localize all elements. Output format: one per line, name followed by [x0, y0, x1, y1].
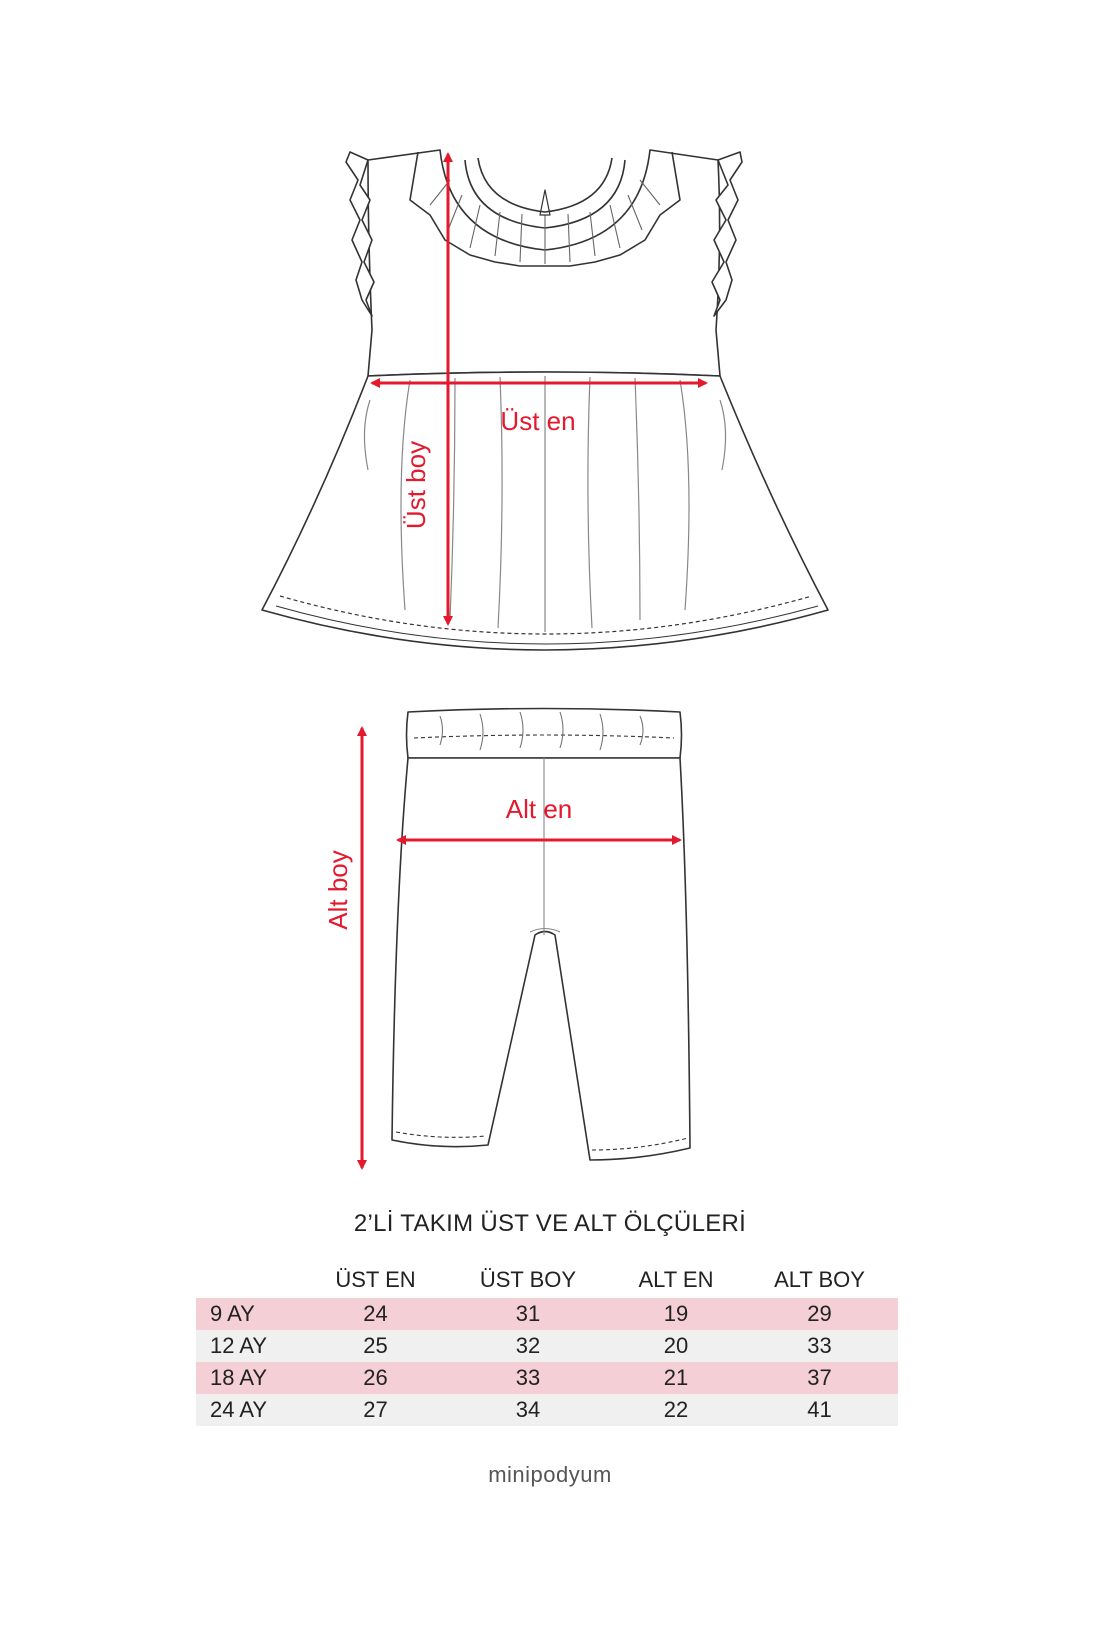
table-cell: 34	[445, 1394, 611, 1426]
table-cell: 22	[611, 1394, 741, 1426]
table-cell: 19	[611, 1298, 741, 1330]
brand-logo: minipodyum	[488, 1462, 612, 1487]
table-row	[196, 1298, 898, 1330]
table-row	[196, 1394, 898, 1426]
top-bodice	[368, 150, 720, 376]
table-row	[196, 1362, 898, 1394]
table-cell: 21	[611, 1362, 741, 1394]
size-table-header	[196, 1262, 898, 1298]
bottom-width-label: Alt en	[505, 794, 573, 824]
size-table	[196, 1262, 898, 1426]
table-cell: 33	[741, 1330, 898, 1362]
column-header: ALT BOY	[774, 1267, 865, 1292]
size-label: 12 AY	[196, 1330, 306, 1362]
size-label: 9 AY	[196, 1298, 306, 1330]
table-cell: 24	[306, 1298, 445, 1330]
top-length-label: Üst boy	[401, 440, 431, 530]
column-header: ÜST BOY	[479, 1267, 577, 1292]
table-cell: 33	[445, 1362, 611, 1394]
table-cell: 41	[741, 1394, 898, 1426]
table-cell: 32	[445, 1330, 611, 1362]
size-label: 18 AY	[196, 1362, 306, 1394]
table-cell: 31	[445, 1298, 611, 1330]
bottom-length-label: Alt boy	[323, 850, 353, 930]
top-garment-drawing	[262, 150, 828, 650]
table-cell: 37	[741, 1362, 898, 1394]
size-label: 24 AY	[196, 1394, 306, 1426]
table-cell: 25	[306, 1330, 445, 1362]
column-header: ÜST EN	[335, 1267, 416, 1292]
table-cell: 27	[306, 1394, 445, 1426]
table-cell: 20	[611, 1330, 741, 1362]
bottom-garment-drawing	[392, 709, 690, 1161]
column-header: ALT EN	[638, 1267, 714, 1292]
header-empty	[196, 1262, 306, 1298]
size-table-title: 2’Lİ TAKIM ÜST VE ALT ÖLÇÜLERİ	[353, 1210, 747, 1237]
table-cell: 26	[306, 1362, 445, 1394]
table-cell: 29	[741, 1298, 898, 1330]
top-width-label: Üst en	[500, 406, 576, 436]
table-row	[196, 1330, 898, 1362]
